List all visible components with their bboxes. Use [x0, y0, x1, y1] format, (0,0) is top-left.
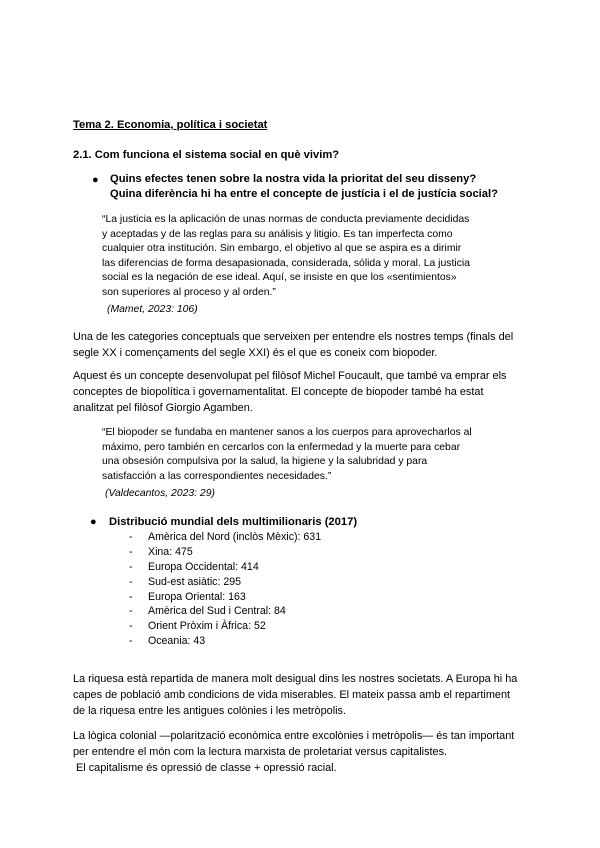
- dash-icon: -: [129, 531, 133, 543]
- paragraph-wealth-inequality: [73, 671, 543, 719]
- list-item: [129, 619, 321, 634]
- quote-line: social es la negación de ese ideal. Aquí, se insiste en que los «sentimientos»: [102, 272, 457, 284]
- paragraph-line: de la riquesa entre les antigues colònies i les metròpolis.: [73, 705, 347, 717]
- dash-icon: -: [129, 560, 133, 573]
- distribution-title: Distribució mundial dels multimilionaris (2017): [109, 516, 358, 528]
- citation-valdecantos: (Valdecantos, 2023: 29): [105, 488, 215, 499]
- paragraph-line: La riquesa està repartida de manera molt desigual dins les nostres societats. A Europa hi ha: [73, 673, 518, 685]
- bullet-icon: ●: [92, 174, 99, 186]
- dash-icon: -: [129, 590, 133, 603]
- topic-title: Tema 2. Economia, política i societat: [73, 119, 268, 131]
- paragraph-line: conceptes de biopolítica i governamentalitat. El concepte de biopoder també ha estat: [73, 386, 484, 398]
- quote-line: “El biopoder se fundaba en mantener sanos a los cuerpos para aprovecharlos al: [102, 427, 472, 438]
- list-item: [129, 590, 321, 605]
- list-item-text: Amèrica del Sud i Central: 84: [148, 605, 286, 618]
- list-item: [129, 634, 321, 649]
- question-line: Quina diferència hi ha entre el concepte de justícia i el de justícia social?: [110, 188, 498, 200]
- list-item-text: Orient Pròxim i Àfrica: 52: [148, 620, 266, 633]
- quote-line: una obsesión compulsiva por la salud, la higiene y la salubridad y para: [102, 456, 428, 468]
- paragraph-line: El capitalisme és opressió de classe + opressió racial.: [73, 762, 337, 774]
- paragraph-line: analitzat pel filòsof Giorgio Agamben.: [73, 402, 253, 414]
- quote-line: cualquier otra institución. Sin embargo, el objetivo al que se aspira es a dirimir: [102, 243, 462, 255]
- dash-icon: -: [129, 605, 133, 618]
- paragraph-colonial-logic: [73, 728, 543, 776]
- bullet-icon: ●: [90, 516, 97, 528]
- paragraph-line: La lògica colonial —polarització econòmica entre excolònies i metròpolis— és tan important: [73, 730, 515, 742]
- dash-icon: -: [129, 635, 133, 648]
- paragraph-line: segle XX i començaments del segle XXI) és el que es coneix com biopoder.: [73, 347, 438, 359]
- dash-icon: -: [129, 545, 133, 558]
- paragraph-line: capes de població amb condicions de vida miserables. El mateix passa amb el repartiment: [73, 689, 511, 701]
- dash-icon: -: [129, 575, 133, 588]
- list-item-text: Europa Oriental: 163: [148, 590, 246, 603]
- paragraph-line: Aquest és un concepte desenvolupat pel filòsof Michel Foucault, que també va emprar els: [73, 370, 507, 382]
- list-item: [129, 530, 321, 545]
- paragraph-biopower-intro: [73, 329, 543, 361]
- list-item-text: Sud-est asiàtic: 295: [148, 575, 242, 588]
- dash-icon: -: [129, 620, 133, 633]
- paragraph-line: per entendre el món com la lectura marxista de proletariat versus capitalistes.: [73, 746, 448, 758]
- citation-mamet: (Mamet, 2023: 106): [107, 304, 198, 315]
- list-item-text: Xina: 475: [148, 545, 193, 558]
- quote-line: “La justicia es la aplicación de unas normas de conducta previamente decididas: [102, 214, 470, 225]
- paragraph-line: Una de les categories conceptuals que serveixen per entendre els nostres temps (finals del: [73, 331, 514, 343]
- distribution-list: [129, 530, 321, 649]
- quote-line: satisfacción a las correspondientes necesidades.”: [102, 470, 332, 482]
- quote-line: las diferencias de forma desapasionada, considerada, sólida y moral. La justicia: [102, 257, 470, 269]
- paragraph-foucault: [73, 368, 543, 416]
- quote-valdecantos: [102, 426, 532, 484]
- question-line: Quins efectes tenen sobre la nostra vida la prioritat del seu disseny?: [110, 173, 477, 185]
- list-item-text: Amèrica del Nord (inclòs Mèxic): 631: [148, 531, 322, 543]
- section-heading: 2.1. Com funciona el sistema social en què vivim?: [73, 149, 340, 161]
- list-item: [129, 604, 321, 619]
- list-item: [129, 545, 321, 560]
- quote-line: y aceptadas y de las reglas para su análisis y litigio. Es tan imperfecta como: [102, 228, 453, 240]
- quote-line: máximo, pero también en cercarlos con la enfermedad y la muerte para cebar: [102, 441, 461, 453]
- list-item: [129, 560, 321, 575]
- list-item: [129, 575, 321, 590]
- list-item-text: Europa Occidental: 414: [148, 560, 259, 573]
- list-item-text: Oceania: 43: [148, 635, 206, 648]
- quote-mamet: [102, 213, 522, 301]
- question-text: [110, 172, 530, 202]
- quote-line: son superiores al proceso y al orden.”: [102, 286, 276, 298]
